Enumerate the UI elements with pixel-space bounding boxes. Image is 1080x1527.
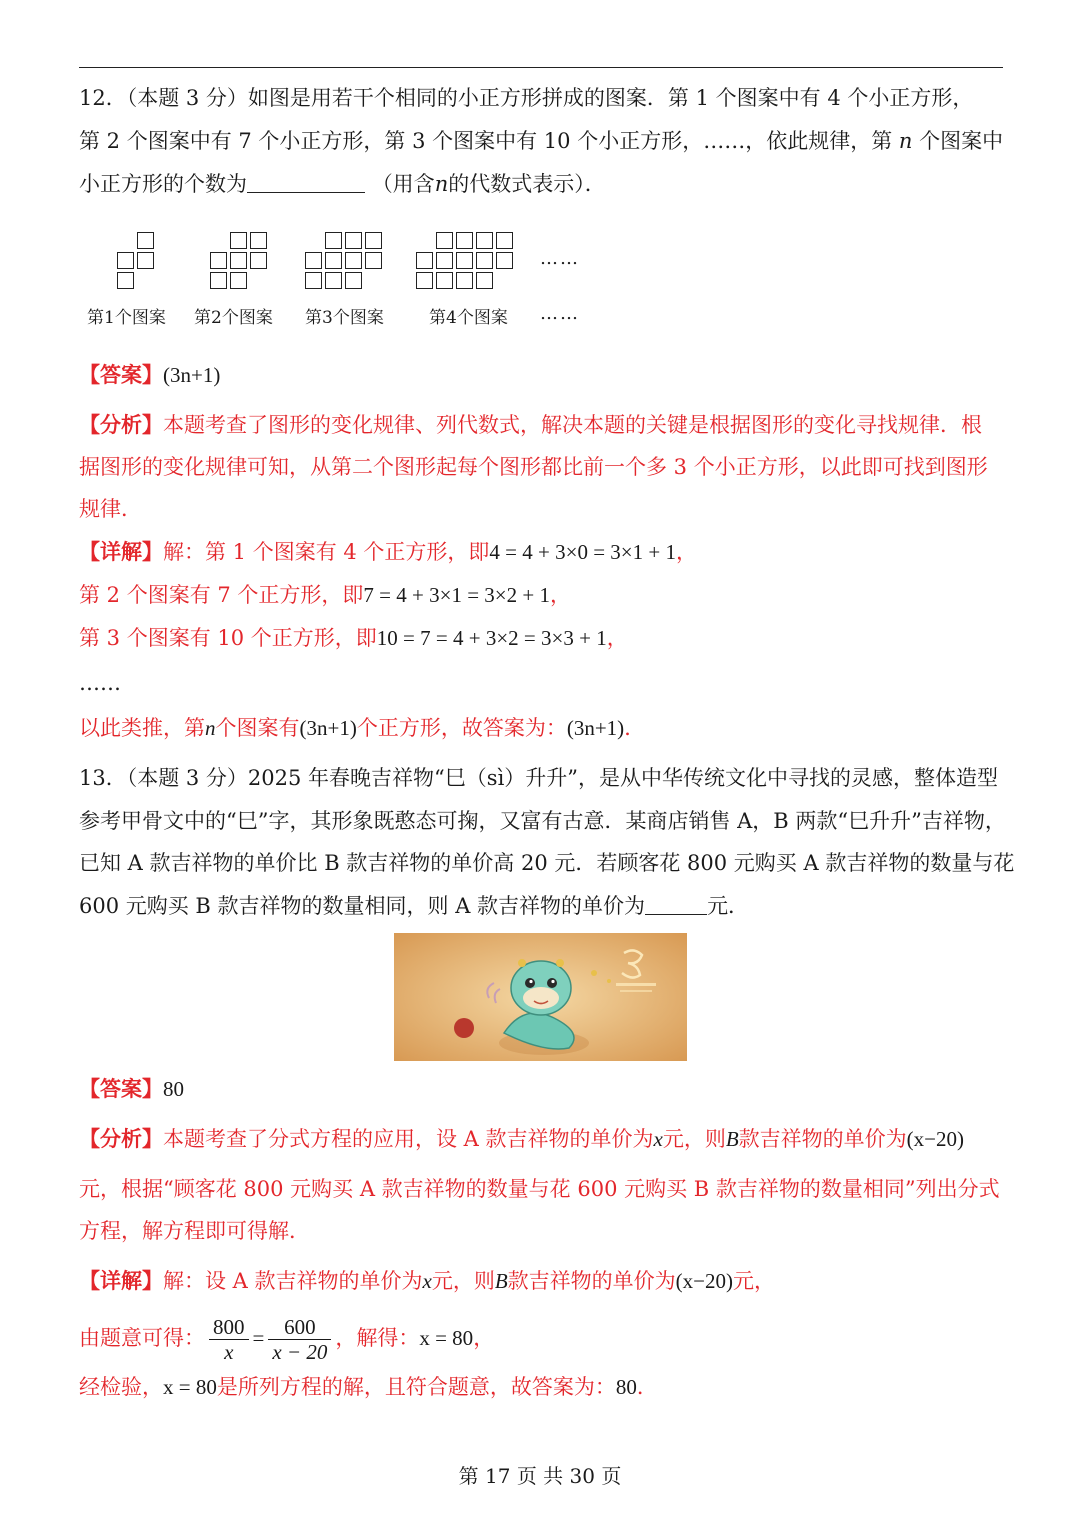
q12-detail2: 第 2 个图案有 7 个正方形，即7 = 4 + 3×1 = 3×2 + 1， <box>79 583 571 607</box>
q13-line3: 已知 A 款吉祥物的单价比 B 款吉祥物的单价高 20 元．若顾客花 800 元购买 A 款吉祥物的数量与花 <box>79 851 1015 875</box>
fraction-600-x-20: $\frac{600}{x - 20}$ <box>268 1315 331 1364</box>
q12-analysis1: 【分析】本题考查了图形的变化规律、列代数式，解决本题的关键是根据图形的变化寻找规律．根 <box>79 412 982 437</box>
q13-analysis3: 方程，解方程即可得解． <box>79 1219 310 1243</box>
q13-detail3: 经检验，x = 80是所列方程的解，且符合题意，故答案为：80． <box>79 1375 658 1399</box>
q13-line4: 600 元购买 B 款吉祥物的数量相同，则 A 款吉祥物的单价为 元． <box>79 894 750 918</box>
caption-3: 第3个图案 <box>305 308 384 328</box>
pattern-figure-3 <box>305 232 385 294</box>
pattern-figure-4 <box>416 232 516 294</box>
q13-answer: 【答案】80 <box>79 1076 184 1101</box>
q12-analysis2: 据图形的变化规律可知，从第二个图形起每个图形都比前一个多 3 个小正方形，以此即可找到图形 <box>79 455 988 479</box>
page-footer: 第 17 页 共 30 页 <box>458 1464 622 1488</box>
answer-blank <box>645 892 707 915</box>
q12-ellipsis: …… <box>79 671 121 695</box>
q12-line3: 小正方形的个数为 （用含n的代数式表示）． <box>79 172 606 196</box>
q12-line1: 12．（本题 3 分）如图是用若干个相同的小正方形拼成的图案．第 1 个图案中有 4 个小正方形， <box>79 86 974 110</box>
q13-detail1: 【详解】解：设 A 款吉祥物的单价为x元，则B款吉祥物的单价为(x−20)元， <box>79 1268 776 1293</box>
q12-analysis3: 规律． <box>79 497 142 521</box>
caption-4: 第4个图案 <box>429 308 508 328</box>
q13-analysis2: 元，根据“顾客花 800 元购买 A 款吉祥物的数量与花 600 元购买 B 款吉祥物的数量相同”列出分式 <box>79 1177 1000 1201</box>
caption-1: 第1个图案 <box>87 308 166 328</box>
pattern-figure-2 <box>210 232 270 294</box>
q12-line2: 第 2 个图案中有 7 个小正方形，第 3 个图案中有 10 个小正方形，……，依此规律，第 n 个图案中 <box>79 129 1004 153</box>
pattern-dots: …… <box>540 248 580 269</box>
mascot-image <box>394 933 687 1061</box>
caption-dots: …… <box>540 303 580 324</box>
header-rule <box>79 67 1003 68</box>
q12-answer: 【答案】(3n+1) <box>79 362 221 387</box>
fraction-800-x: $\frac{800}{x}$ <box>209 1315 249 1364</box>
caption-2: 第2个图案 <box>194 308 273 328</box>
q13-detail2: 由题意可得： $\frac{800}{x}$ = $\frac{600}{x - 20}$ ，解得：x = 80， <box>79 1315 495 1364</box>
q12-detail1: 【详解】解：第 1 个图案有 4 个正方形，即4 = 4 + 3×0 = 3×1 + 1， <box>79 539 697 564</box>
q12-detail3: 第 3 个图案有 10 个正方形，即10 = 7 = 4 + 3×2 = 3×3 + 1， <box>79 626 628 650</box>
q12-conclusion: 以此类推，第n个图案有(3n+1)个正方形，故答案为：(3n+1)． <box>79 716 646 740</box>
q13-line1: 13．（本题 3 分）2025 年春晚吉祥物“巳（sì）升升”，是从中华传统文化中寻找的灵感，整体造型 <box>79 766 999 790</box>
pattern-figure-1 <box>117 232 157 294</box>
q13-line2: 参考甲骨文中的“巳”字，其形象既憨态可掬，又富有古意．某商店销售 A，B 两款“巳升升”吉祥物， <box>79 809 1006 833</box>
answer-blank <box>247 170 365 193</box>
q13-analysis1: 【分析】本题考查了分式方程的应用，设 A 款吉祥物的单价为x元，则B款吉祥物的单价为(x−20) <box>79 1126 965 1151</box>
